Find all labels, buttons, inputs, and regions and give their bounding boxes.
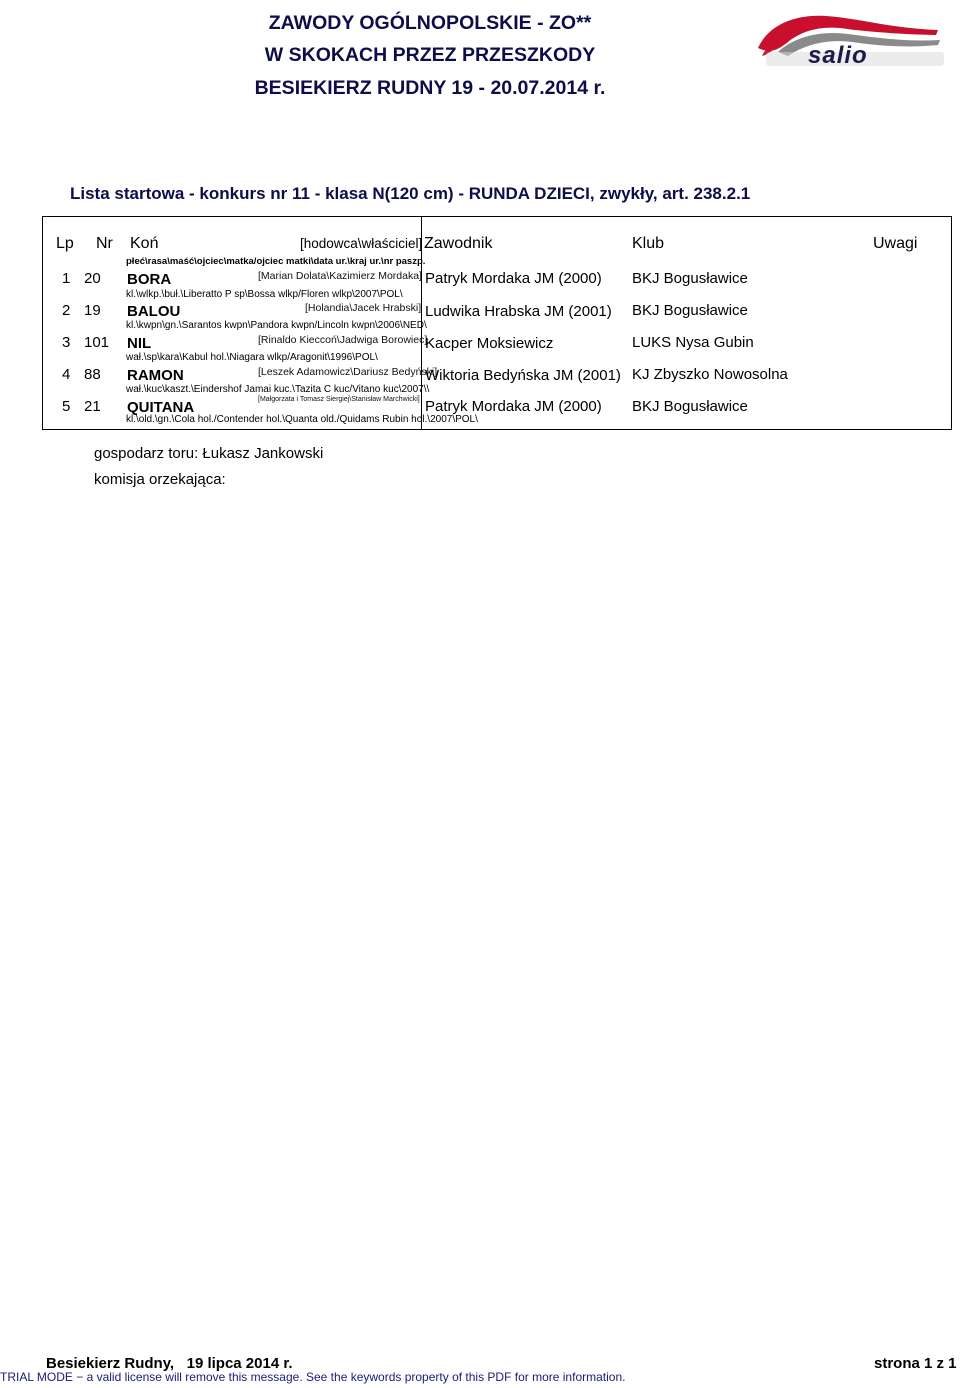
horse-owner: [Marian Dolata\Kazimierz Mordaka] [258,270,422,282]
horse-owner: [Małgorzata i Tomasz Siergiej\Stanisław Marchwicki] [258,396,420,403]
horse-pedigree: kl.\wlkp.\buł.\Liberatto P sp\Bossa wlkp/Floren wlkp\2007\POL\ [126,289,403,300]
row-lp: 1 [62,270,71,287]
horse-name: BORA [127,271,172,288]
start-list-title: Lista startowa - konkurs nr 11 - klasa N(120 cm) - RUNDA DZIECI, zwykły, art. 238.2.1 [70,184,751,203]
club-name: BKJ Bogusławice [632,270,748,287]
horse-pedigree: kl.\old.\gn.\Cola hol./Contender hol.\Quanta old./Quidams Rubin hol.\2007\POL\ [126,414,478,425]
col-header-nr: Nr [96,235,113,252]
row-lp: 4 [62,366,71,383]
horse-pedigree: wał.\sp\kara\Kabul hol.\Niagara wlkp/Aragonit\1996\POL\ [126,352,378,363]
rider-name: Wiktoria Bedyńska JM (2001) [425,367,621,384]
event-title-line2: W SKOKACH PRZEZ PRZESZKODY [264,44,596,66]
event-title-line1: ZAWODY OGÓLNOPOLSKIE - ZO** [268,12,592,34]
col-header-breeder: [hodowca\właściciel] [300,236,423,251]
page-number: strona 1 z 1 [874,1355,957,1372]
col-header-horse: Koń [130,235,159,252]
col-header-lp: Lp [56,235,74,252]
row-nr: 21 [84,398,101,415]
rider-name: Patryk Mordaka JM (2000) [425,270,602,287]
logo-text: salio [808,42,868,69]
horse-pedigree: kl.\kwpn\gn.\Sarantos kwpn\Pandora kwpn/Lincoln kwpn\2006\NED\ [126,320,427,331]
horse-owner: [Rinaldo Kieccoń\Jadwiga Borowiec] [258,334,428,346]
rider-name: Patryk Mordaka JM (2000) [425,398,602,415]
club-name: BKJ Bogusławice [632,398,748,415]
col-header-rider: Zawodnik [424,235,493,252]
row-lp: 2 [62,302,71,319]
club-name: LUKS Nysa Gubin [632,334,754,351]
horse-name: RAMON [127,367,184,384]
col-header-notes: Uwagi [873,235,918,252]
club-name: KJ Zbyszko Nowosolna [632,366,788,383]
rider-name: Kacper Moksiewicz [425,335,554,352]
horse-name: NIL [127,335,152,352]
salio-logo [748,8,948,70]
horse-owner: [Holandia\Jacek Hrabski] [305,302,422,314]
row-lp: 5 [62,398,71,415]
horse-name: BALOU [127,303,181,320]
club-name: BKJ Bogusławice [632,302,748,319]
horse-pedigree: wał.\kuc\kaszt.\Eindershof Jamai kuc.\Tazita C kuc/Vitano kuc\2007\\ [126,384,430,395]
row-nr: 19 [84,302,101,319]
jury-label: komisja orzekająca: [94,471,226,488]
horse-format-hint: płeć\rasa\maść\ojciec\matka/ojciec matki\data ur.\kraj ur.\nr paszp. [126,256,426,267]
horse-owner: [Leszek Adamowicz\Dariusz Bedyński] [258,366,438,378]
rider-name: Ludwika Hrabska JM (2001) [425,303,612,320]
place-date: Besiekierz Rudny, 19 lipca 2014 r. [46,1355,293,1372]
row-nr: 101 [84,334,110,351]
row-nr: 20 [84,270,101,287]
row-nr: 88 [84,366,101,383]
course-designer: gospodarz toru: Łukasz Jankowski [94,445,324,462]
horse-name: QUITANA [127,399,195,416]
col-header-club: Klub [632,235,665,252]
trial-mode-notice: TRIAL MODE − a valid license will remove this message. See the keywords property of this PDF for more information. [0,1370,626,1384]
event-title-line3: BESIEKIERZ RUDNY 19 - 20.07.2014 r. [254,77,606,99]
row-lp: 3 [62,334,71,351]
